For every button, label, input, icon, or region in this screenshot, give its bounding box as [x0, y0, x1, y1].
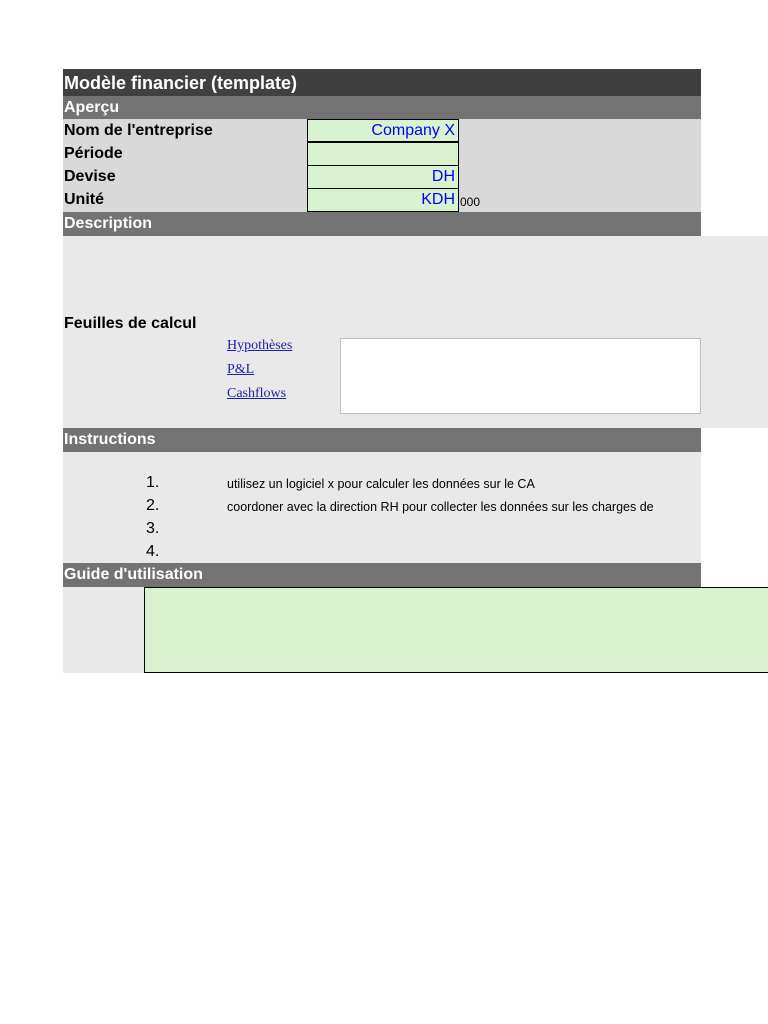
section-apercu-title: Aperçu: [64, 99, 120, 116]
instruction-number-3: 3.: [146, 520, 160, 537]
section-guide-bar: [63, 563, 701, 587]
link-pl[interactable]: P&L: [227, 362, 255, 377]
currency-label: Devise: [64, 168, 116, 185]
instruction-text-2: coordoner avec la direction RH pour collecter les données sur les charges de: [227, 500, 654, 514]
sheet-title-bar: [63, 69, 701, 96]
worksheets-label: Feuilles de calcul: [64, 315, 197, 332]
guide-textbox[interactable]: [144, 587, 768, 673]
link-hypotheses[interactable]: Hypothèses: [227, 338, 293, 353]
period-input[interactable]: [307, 142, 459, 166]
link-cashflows[interactable]: Cashflows: [227, 386, 287, 401]
instruction-number-1: 1.: [146, 474, 160, 491]
financial-model-sheet: [63, 69, 768, 673]
instruction-number-4: 4.: [146, 543, 160, 560]
unit-label: Unité: [64, 191, 104, 208]
sheet-title: Modèle financier (template): [64, 73, 298, 93]
section-instructions-title: Instructions: [64, 431, 156, 448]
company-input[interactable]: Company X: [307, 119, 459, 142]
description-textbox[interactable]: [340, 338, 701, 414]
unit-suffix: 000: [460, 195, 481, 209]
instruction-number-2: 2.: [146, 497, 160, 514]
section-guide-title: Guide d'utilisation: [64, 566, 203, 583]
period-label: Période: [64, 145, 123, 162]
section-description-bar: [63, 212, 701, 236]
unit-input[interactable]: KDH: [307, 188, 459, 212]
instruction-text-1: utilisez un logiciel x pour calculer les données sur le CA: [227, 477, 535, 491]
section-apercu-bar: [63, 96, 701, 119]
section-instructions-bar: [63, 428, 701, 452]
section-description-title: Description: [64, 215, 153, 232]
currency-input[interactable]: DH: [307, 165, 459, 189]
company-label: Nom de l'entreprise: [64, 122, 213, 139]
